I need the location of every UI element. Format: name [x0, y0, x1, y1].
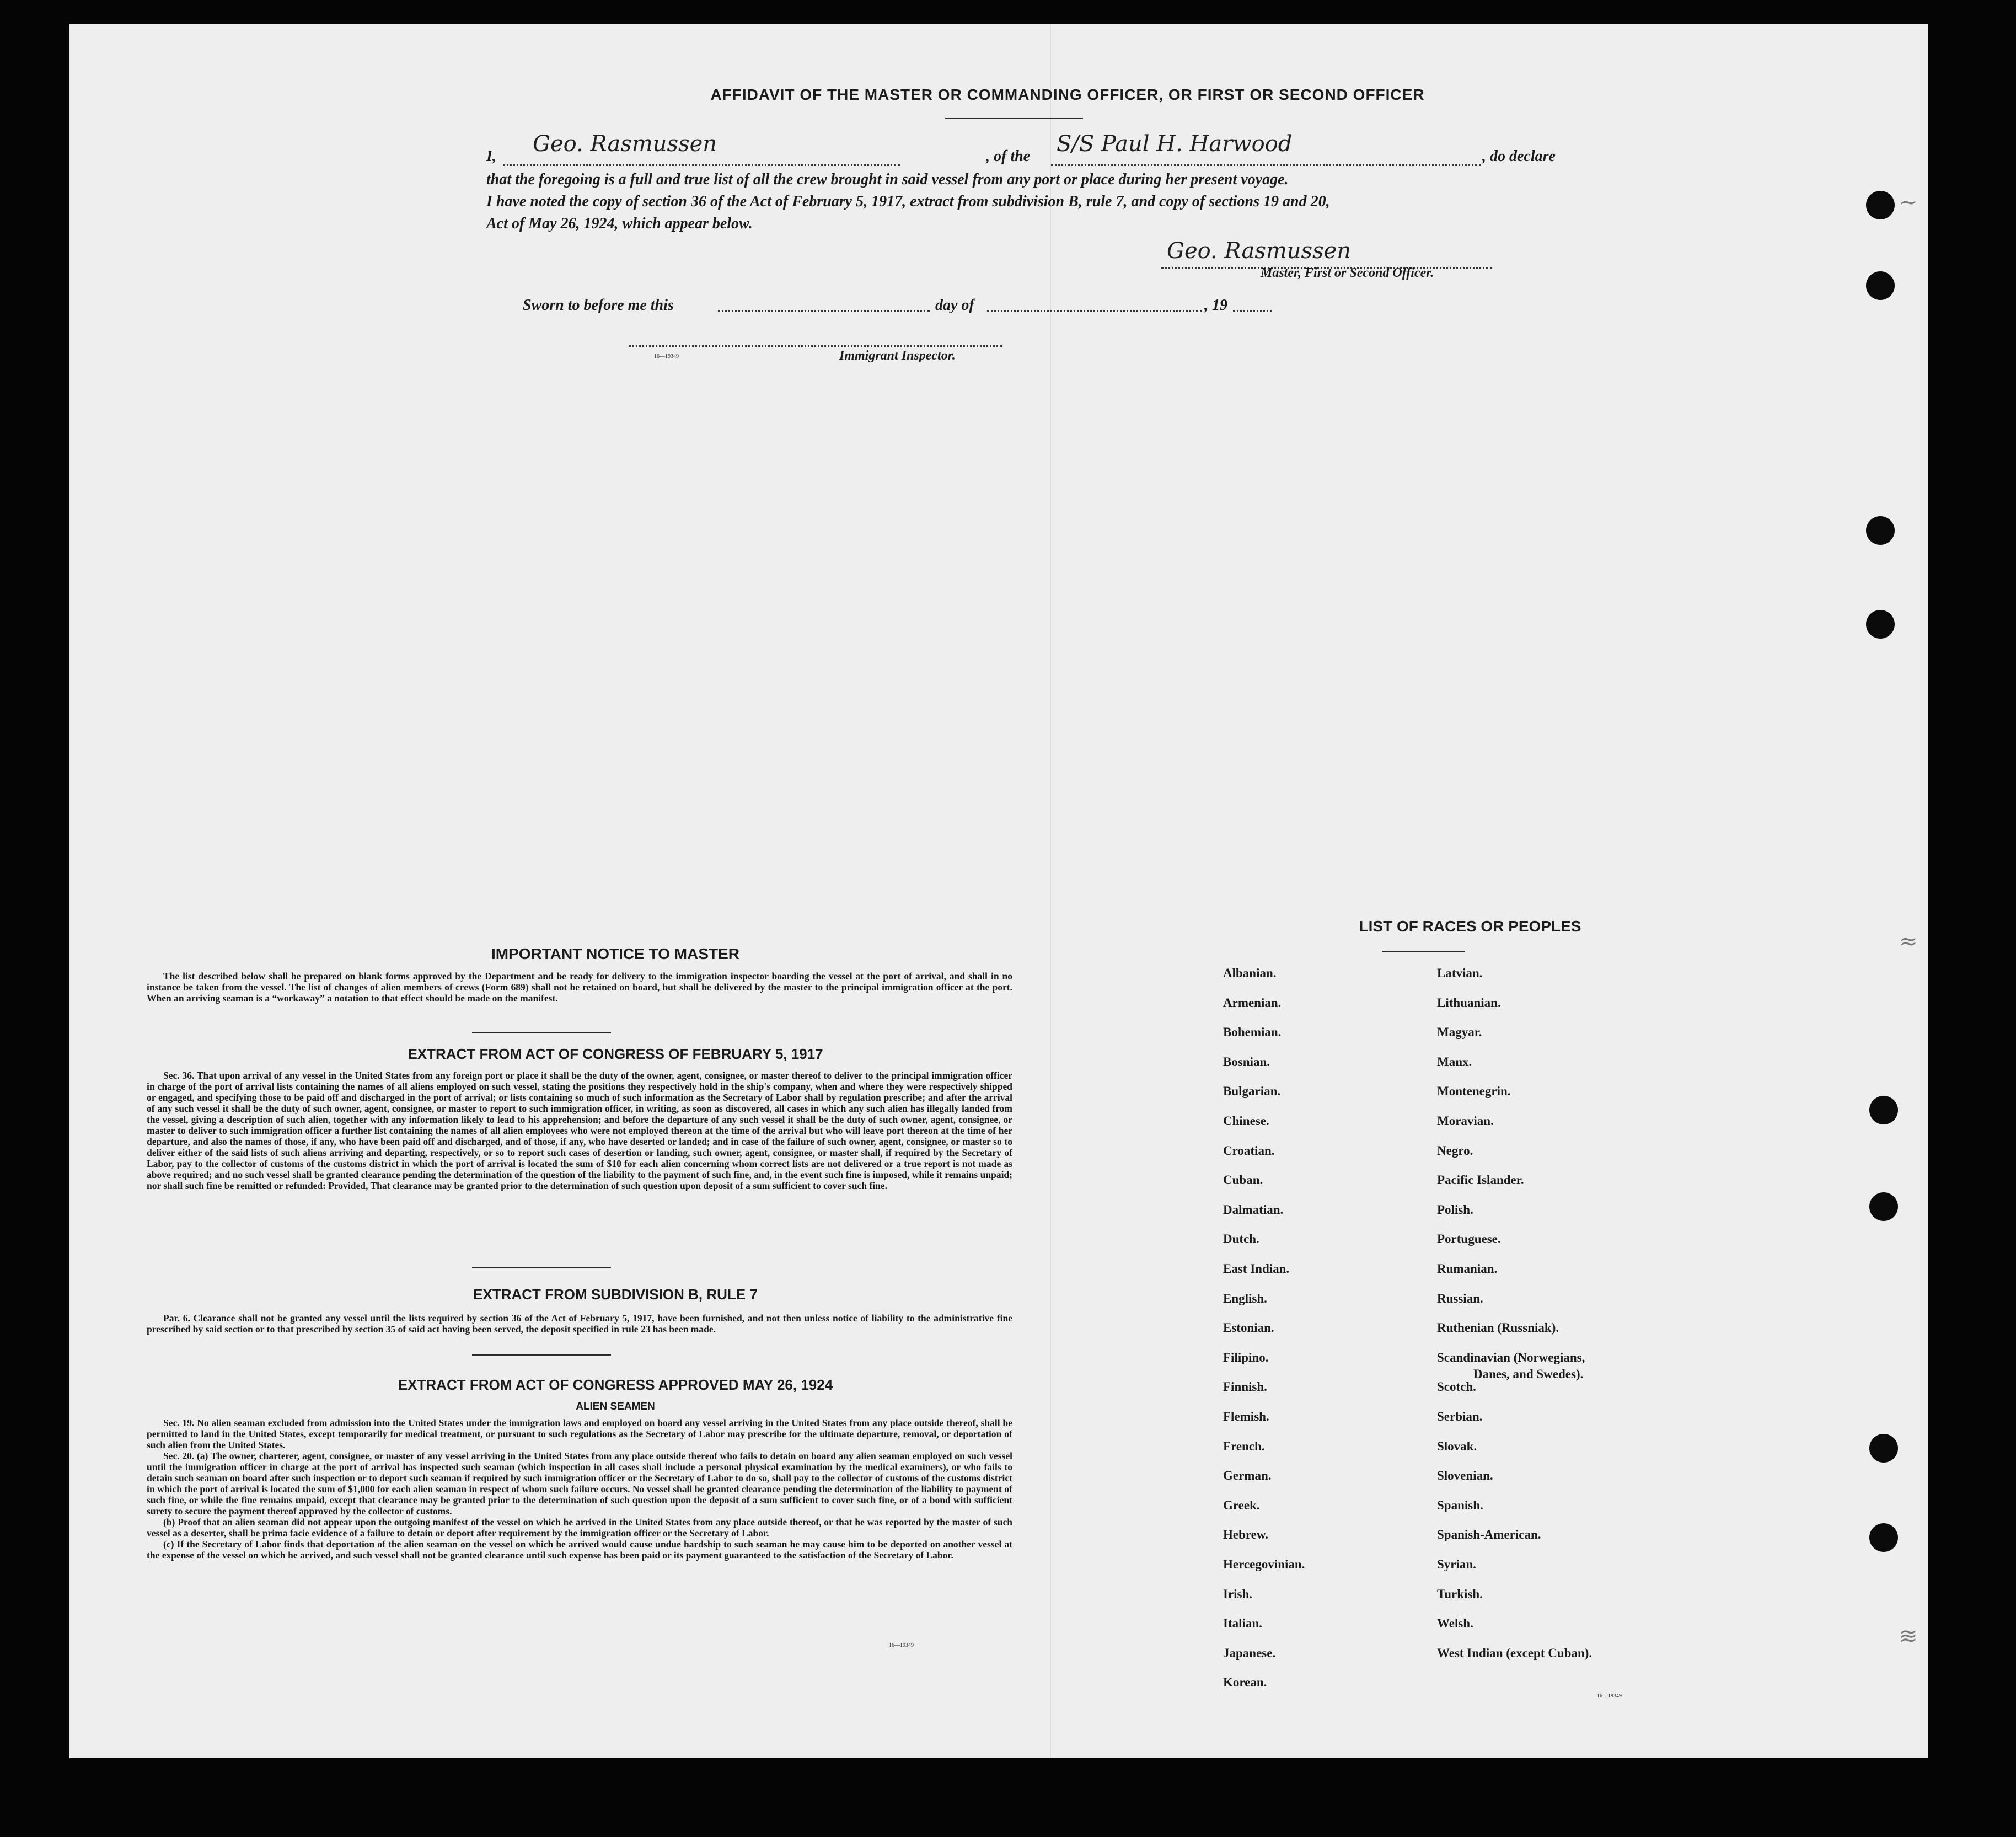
sec-20c-paragraph: (c) If the Secretary of Labor finds that deportation of the alien seaman on the vessel on which he arrived would cause undue hardship to such seaman he may cause him to be deported on another vessel at the expense of the vessel on which he arrived, and such vessel shall not be granted clearance until such expense has been paid or its payment guaranteed to the satisfaction of the Secretary of Labor.	[147, 1539, 1012, 1561]
race-item: Danes, and Swedes).	[1473, 1367, 1584, 1381]
race-item: Bulgarian.	[1223, 1084, 1281, 1099]
race-item: Montenegrin.	[1437, 1084, 1511, 1099]
day-of-label: day of	[935, 297, 974, 314]
race-item: Russian.	[1437, 1291, 1483, 1305]
year-label: , 19	[1204, 297, 1227, 314]
sworn-year-line	[1233, 310, 1272, 312]
race-item: Armenian.	[1223, 995, 1282, 1010]
race-item: Serbian.	[1437, 1410, 1483, 1423]
punch-hole	[1869, 1096, 1898, 1124]
race-item: Scandinavian (Norwegians,	[1437, 1350, 1585, 1364]
race-item: Bosnian.	[1223, 1054, 1270, 1069]
race-item: Flemish.	[1223, 1410, 1269, 1423]
title-divider	[945, 118, 1083, 119]
race-item: Estonian.	[1223, 1321, 1274, 1335]
race-item: Slovenian.	[1437, 1469, 1493, 1483]
notice-text	[147, 971, 1012, 1004]
notice-title: IMPORTANT NOTICE TO MASTER	[491, 945, 740, 962]
center-fold	[1050, 24, 1051, 1758]
section-divider	[472, 1354, 611, 1356]
race-item: Italian.	[1223, 1616, 1262, 1631]
race-item: Albanian.	[1223, 966, 1277, 980]
punch-hole	[1866, 516, 1895, 545]
sec-20b-paragraph: (b) Proof that an alien seaman did not appear upon the outgoing manifest of the vessel on which he arrived in the United States from any place outside thereof, or that he was reported by the master of such vessel as a deserter, shall be prima facie evidence of a failure to detain or deport after requirement by the immigration officer or the Secretary of Labor.	[147, 1517, 1012, 1539]
race-item: Lithuanian.	[1437, 995, 1501, 1010]
section-divider	[472, 1267, 611, 1268]
signature: Geo. Rasmussen	[1167, 238, 1352, 264]
punch-hole	[1866, 271, 1895, 300]
race-item: Dalmatian.	[1223, 1202, 1284, 1217]
race-item: Spanish-American.	[1437, 1528, 1541, 1542]
extract-1917-title: EXTRACT FROM ACT OF CONGRESS OF FEBRUARY 5, 1917	[408, 1046, 823, 1062]
race-item: Chinese.	[1223, 1114, 1269, 1128]
race-item: English.	[1223, 1291, 1267, 1305]
affidavit-title: AFFIDAVIT OF THE MASTER OR COMMANDING OFFICER, OR FIRST OR SECOND OFFICER	[710, 86, 1425, 103]
punch-hole	[1869, 1192, 1898, 1221]
signature-caption: Master, First or Second Officer.	[1261, 266, 1434, 280]
race-item: Slovak.	[1437, 1439, 1477, 1453]
race-item: Greek.	[1223, 1498, 1260, 1512]
races-divider	[1382, 951, 1465, 952]
affidavit-line-3: I have noted the copy of section 36 of the Act of February 5, 1917, extract from subdivision B, rule 7, and copy of sections 19 and 20,	[486, 193, 1330, 210]
i-label: I,	[486, 148, 496, 165]
race-item: Magyar.	[1437, 1025, 1482, 1040]
race-item: Rumanian.	[1437, 1262, 1498, 1276]
extract-1924-text	[147, 1417, 1012, 1561]
race-item: Pacific Islander.	[1437, 1173, 1524, 1187]
margin-mark: ~	[1899, 190, 1918, 215]
form-number: 16—19349	[654, 354, 679, 360]
race-item: East Indian.	[1223, 1262, 1290, 1276]
sworn-day-line	[718, 310, 930, 312]
punch-hole	[1866, 610, 1895, 639]
rule-7-title: EXTRACT FROM SUBDIVISION B, RULE 7	[473, 1286, 758, 1303]
race-item: West Indian (except Cuban).	[1437, 1646, 1593, 1660]
sec-20a-paragraph: Sec. 20. (a) The owner, charterer, agent, consignee, or master of any vessel arriving in the United States from any place outside thereof who fails to detain on board any alien seaman employed on such vessel until the immigration officer in charge at the port of arrival has inspected such seaman (which inspection in all cases shall include a personal physical examination by the medical examiners), or who fails to detain such seaman on board after such inspection or to deport such seaman if required by such immigration officer or the Secretary of Labor to do so, shall pay to the collector of customs of the customs district in which the port of arrival is located the sum of $1,000 for each alien seaman in respect of whom such failure occurs. No vessel shall be granted clearance pending the determination of the liability to payment of such fine, or while the fine remains unpaid, except that clearance may be granted prior to the determination of such question upon the deposit of a sum sufficient to cover such fine, or of a bond with sufficient surety to secure the payment thereof approved by the collector of customs.	[147, 1450, 1012, 1517]
form-number: 16—19349	[889, 1642, 914, 1648]
race-item: Japanese.	[1223, 1646, 1276, 1660]
race-item: Portuguese.	[1437, 1232, 1501, 1246]
alien-seamen-subtitle: ALIEN SEAMEN	[576, 1401, 655, 1412]
margin-mark: ≈	[1899, 929, 1918, 954]
of-the-label: , of the	[986, 148, 1031, 165]
race-item: Ruthenian (Russniak).	[1437, 1321, 1559, 1335]
sec-19-paragraph: Sec. 19. No alien seaman excluded from admission into the United States under the immigration laws and employed on board any vessel arriving in the United States from any place outside thereof, shall be permitted to land in the United States, except temporarily for medical treatment, or pursuant to such regulations as the Secretary of Labor may prescribe for the ultimate departure, removal, or deportation of such alien from the United States.	[147, 1417, 1012, 1450]
sworn-label: Sworn to before me this	[523, 297, 674, 314]
punch-hole	[1866, 191, 1895, 219]
master-name-line	[503, 164, 900, 166]
race-item: Latvian.	[1437, 966, 1483, 980]
vessel-name-handwritten: S/S Paul H. Harwood	[1057, 131, 1293, 157]
race-item: Syrian.	[1437, 1557, 1476, 1571]
race-item: Welsh.	[1437, 1616, 1473, 1631]
races-title: LIST OF RACES OR PEOPLES	[1359, 918, 1581, 935]
race-item: Scotch.	[1437, 1380, 1476, 1394]
race-item: Negro.	[1437, 1143, 1473, 1158]
race-item: Turkish.	[1437, 1587, 1483, 1601]
race-item: Hercegovinian.	[1223, 1557, 1305, 1571]
vessel-name-line	[1051, 164, 1481, 166]
race-item: Filipino.	[1223, 1350, 1269, 1364]
extract-1917-text	[147, 1070, 1012, 1191]
sec-36-paragraph: Sec. 36. That upon arrival of any vessel in the United States from any foreign port or place it shall be the duty of the owner, agent, consignee, or master thereof to deliver to the principal immigration officer in charge of the port of arrival lists containing the names of all aliens employed on such vessel, stating the positions they respectively hold in the ship's company, when and where they were respectively shipped or engaged, and specifying those to be paid off and discharged in the port of arrival; or lists containing so much of such information as the Secretary of Labor shall by regulation prescribe; and after the arrival of any such vessel it shall be the duty of such owner, agent, consignee, or master to report to such immigration officer, in writing, as soon as discovered, all cases in which any such alien has illegally landed from the vessel, giving a description of such alien, together with any information likely to lead to his apprehension; and before the departure of any such vessel it shall be the duty of such owner, agent, consignee, or master to deliver to such immigration officer a further list containing the names of all alien employees who were not employed thereon at the time of the arrival but who will leave port thereon at the time of her departure, and also the names of those, if any, who have been paid off and discharged, and of those, if any, who have deserted or landed; and in case of the failure of such owner, agent, consignee, or master so to deliver either of the said lists of such aliens arriving and departing, respectively, or so to report such cases of desertion or landing, such owner, agent, consignee, or master shall, if required by the Secretary of Labor, pay to the collector of customs of the customs district in which the port of arrival is located the sum of $10 for each alien concerning whom correct lists are not delivered or a true report is not made as above required; and no such vessel shall be granted clearance pending the determination of the question of the liability to the payment of such fine, and, in the event such fine is imposed, while it remains unpaid; nor shall such fine be remitted or refunded: Provided, That clearance may be granted prior to the determination of such question upon deposit of a sum sufficient to cover such fine.	[147, 1070, 1012, 1191]
section-divider	[472, 1032, 611, 1033]
punch-hole	[1869, 1434, 1898, 1463]
race-item: Dutch.	[1223, 1232, 1259, 1246]
declare-label: , do declare	[1482, 148, 1556, 165]
affidavit-line-4: Act of May 26, 1924, which appear below.	[486, 215, 753, 232]
race-item: Hebrew.	[1223, 1528, 1268, 1542]
rule-7-text	[147, 1313, 1012, 1335]
document-sheet	[69, 24, 1928, 1758]
form-number: 16—19349	[1597, 1693, 1622, 1699]
race-item: Manx.	[1437, 1054, 1472, 1069]
par-6-paragraph: Par. 6. Clearance shall not be granted any vessel until the lists required by section 36 of the Act of February 5, 1917, have been furnished, and not then unless notice of liability to the administrative fine prescribed by said section or to that prescribed by section 35 of said act having been served, the deposit specified in rule 23 has been made.	[147, 1313, 1012, 1335]
race-item: French.	[1223, 1439, 1265, 1453]
race-item: Croatian.	[1223, 1143, 1275, 1158]
inspector-signature-line	[629, 345, 1002, 347]
race-item: Bohemian.	[1223, 1025, 1282, 1040]
race-item: Cuban.	[1223, 1173, 1263, 1187]
race-item: Korean.	[1223, 1675, 1267, 1690]
inspector-caption: Immigrant Inspector.	[839, 349, 956, 363]
race-item: Finnish.	[1223, 1380, 1267, 1394]
notice-paragraph: The list described below shall be prepared on blank forms approved by the Department and be ready for delivery to the immigration inspector boarding the vessel at the port of arrival, and shall in no instance be taken from the vessel. The list of changes of alien members of crews (Form 689) shall not be retained on board, but shall be delivered by the master to the principal immigration officer at the port. When an arriving seaman is a “workaway” a notation to that effect should be made on the manifest.	[147, 971, 1012, 1004]
sworn-month-line	[987, 310, 1202, 312]
race-item: Irish.	[1223, 1587, 1253, 1601]
affidavit-line-2: that the foregoing is a full and true list of all the crew brought in said vessel from any port or place during her present voyage.	[486, 171, 1289, 188]
race-item: Polish.	[1437, 1202, 1473, 1217]
punch-hole	[1869, 1523, 1898, 1552]
margin-mark: ≋	[1899, 1624, 1918, 1649]
race-item: Moravian.	[1437, 1114, 1494, 1128]
race-item: Spanish.	[1437, 1498, 1483, 1512]
extract-1924-title: EXTRACT FROM ACT OF CONGRESS APPROVED MAY 26, 1924	[398, 1377, 833, 1393]
race-item: German.	[1223, 1469, 1272, 1483]
master-name-handwritten: Geo. Rasmussen	[533, 131, 717, 157]
